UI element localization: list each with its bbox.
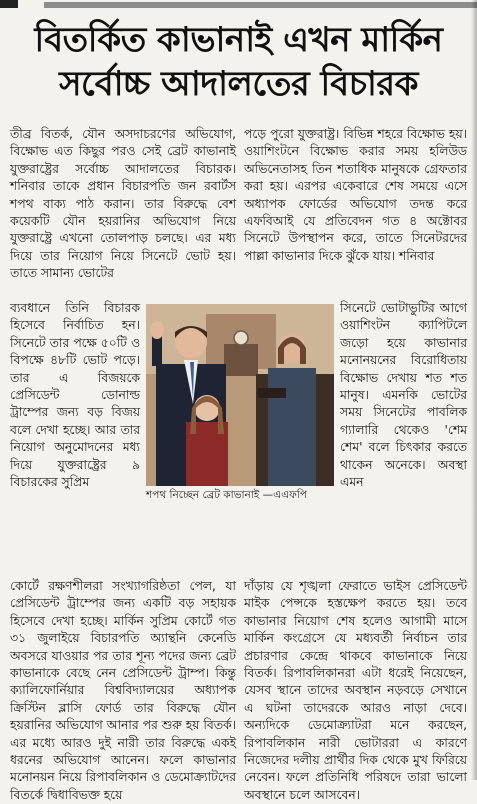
top-rule-gray bbox=[44, 2, 477, 8]
page-edge-shadow bbox=[471, 0, 477, 780]
article-column-left-top bbox=[10, 126, 236, 298]
article-column-bottom-left bbox=[10, 578, 236, 802]
headline-line-2: সর্বোচ্চ আদালতের বিচারক bbox=[59, 64, 418, 104]
headline-line-1: বিতর্কিত কাভানাই এখন মার্কিন bbox=[34, 20, 443, 60]
article-column-left-wrap bbox=[10, 300, 140, 576]
article-column-bottom-right bbox=[244, 578, 467, 802]
top-rule bbox=[0, 0, 477, 8]
article-text: ব্যবধানে তিনি বিচারক হিসেবে নির্বাচিত হন। সিনেটে তার পক্ষে ৫০টি ও বিপক্ষে ৪৮টি ভোট পড়ে। তার এ বিজয়কে প্রেসিডেন্ট ডোনাল্ড ট্রাম্পের জন্য বড় বিজয় বলে দেখা হচ্ছে। আর তার নিয়োগ অনুমোদনের মধ্য দিয়ে যুক্তরাষ্ট্রের ৯ বিচারকের সুপ্রিম bbox=[10, 301, 140, 490]
article-column-right-top bbox=[244, 126, 467, 298]
photo-caption: শপথ নিচ্ছেন ব্রেট কাভানাই —এএফপি bbox=[146, 489, 307, 501]
article-text: তীব্র বিতর্ক, যৌন অসদাচরণের অভিযোগ, বিক্ষোভ এত কিছুর পরও সেই ব্রেট কাভানাই যুক্তরাষ্ট্রের সর্বোচ্চ আদালতের বিচারক। শনিবার তাকে প্রধান বিচারপতি জন রবার্টস শপথ বাক্য পাঠ করান। তার বিরুদ্ধে বেশ কয়েকটি যৌন হয়রানির অভিযোগ নিয়ে যুক্তরাষ্ট্রে এখনো তোলপাড় চলছে। এর মধ্য দিয়ে তার নিয়োগ নিয়ে সিনেটে ভোট হয়। তাতে সামান্য ভোটের bbox=[10, 127, 236, 281]
article-text: কোর্টে রক্ষণশীলরা সংখ্যাগরিষ্ঠতা পেল, যা প্রেসিডেন্ট ট্রাম্পের জন্য একটি বড় সহায়ক হিসেবে দেখা হচ্ছে। মার্কিন সুপ্রিম কোর্টে গত ৩১ জুলাইয়ে বিচারপতি অ্যান্থনি কেনেডি অবসরে যাওয়ার পর তার শূন্য পদের জন্য ব্রেট কাভানাকে বেছে নেন প্রেসিডেন্ট ট্রাম্প। কিন্তু ক্যালিফোর্নিয়ার বিশ্ববিদ্যালয়ের অধ্যাপক ক্রিস্টিন ব্লাসি ফোর্ড তার বিরুদ্ধে যৌন হয়রানির অভিযোগ আনার পর শুরু হয় বিতর্ক। এর মধ্যে আরও দুই নারী তার বিরুদ্ধে একই ধরনের অভিযোগ আনেন। ফলে কাভানার মনোনয়ন নিয়ে রিপাবলিকান ও ডেমোক্র্যাটদের বিতর্কে দ্বিধাবিভক্ত হয়ে bbox=[10, 579, 236, 802]
article-text: দাঁড়ায় যে শৃঙ্খলা ফেরাতে ভাইস প্রেসিডেন্ট মাইক পেন্সকে হস্তক্ষেপ করতে হয়। তবে কাভানার নিয়োগ শেষ হলেও আগামী মাসে মার্কিন কংগ্রেসে যে মধ্যবর্তী নির্বাচন তার প্রচারণার কেন্দ্রে থাকবে কাভানাকে নিয়ে বিতর্ক। রিপাবলিকানরা এটা ধরেই নিয়েছেন, যেসব স্থানে তাদের অবস্থান নড়বড়ে সেখানে এ ঘটনা তাদেরকে আরও নাড়া দেবে। অন্যদিকে ডেমোক্র্যাটরা মনে করছেন, রিপাবলিকান নারী ভোটাররা এ কারণে নিজেদের দলীয় প্রার্থীর দিক থেকে মুখ ফিরিয়ে নেবেন। ফলে প্রতিনিধি পরিষদে তারা ভালো অবস্থানে চলে আসবেন। bbox=[244, 579, 467, 802]
headline bbox=[0, 18, 477, 106]
article-text: পড়ে পুরো যুক্তরাষ্ট্র। বিভিন্ন শহরে বিক্ষোভ হয়। ওয়াশিংটনে বিক্ষোভ করার সময় হলিউড অভিনেতাসহ তিন শতাধিক মানুষকে গ্রেফতার করা হয়। এরপর একেবারে শেষ সময়ে এসে অধ্যাপক ফোর্ডের অভিযোগ তদন্ত করে এফবিআই যে প্রতিবেদন গত ৪ অক্টোবর সিনেটে উপস্থাপন করে, তাতে সিনেটরদের পাল্লা কাভানার দিকে ঝুঁকে যায়। শনিবার bbox=[244, 127, 467, 263]
top-rule-dark bbox=[0, 0, 18, 8]
article-column-right-wrap bbox=[340, 300, 467, 576]
article-text: সিনেটে ভোটাভুটির আগে ওয়াশিংটন ক্যাপিটলে জড়ো হয়ে কাভানার মনোনয়নের বিরোধিতায় বিক্ষোভ দেখায় শত শত মানুষ। এমনকি ভোটের সময় সিনেটের পাবলিক গ্যালারি থেকেও 'শেম শেম' বলে চিৎকার করতে থাকেন অনেকে। অবস্থা এমন bbox=[340, 301, 467, 490]
news-photo bbox=[146, 304, 334, 486]
